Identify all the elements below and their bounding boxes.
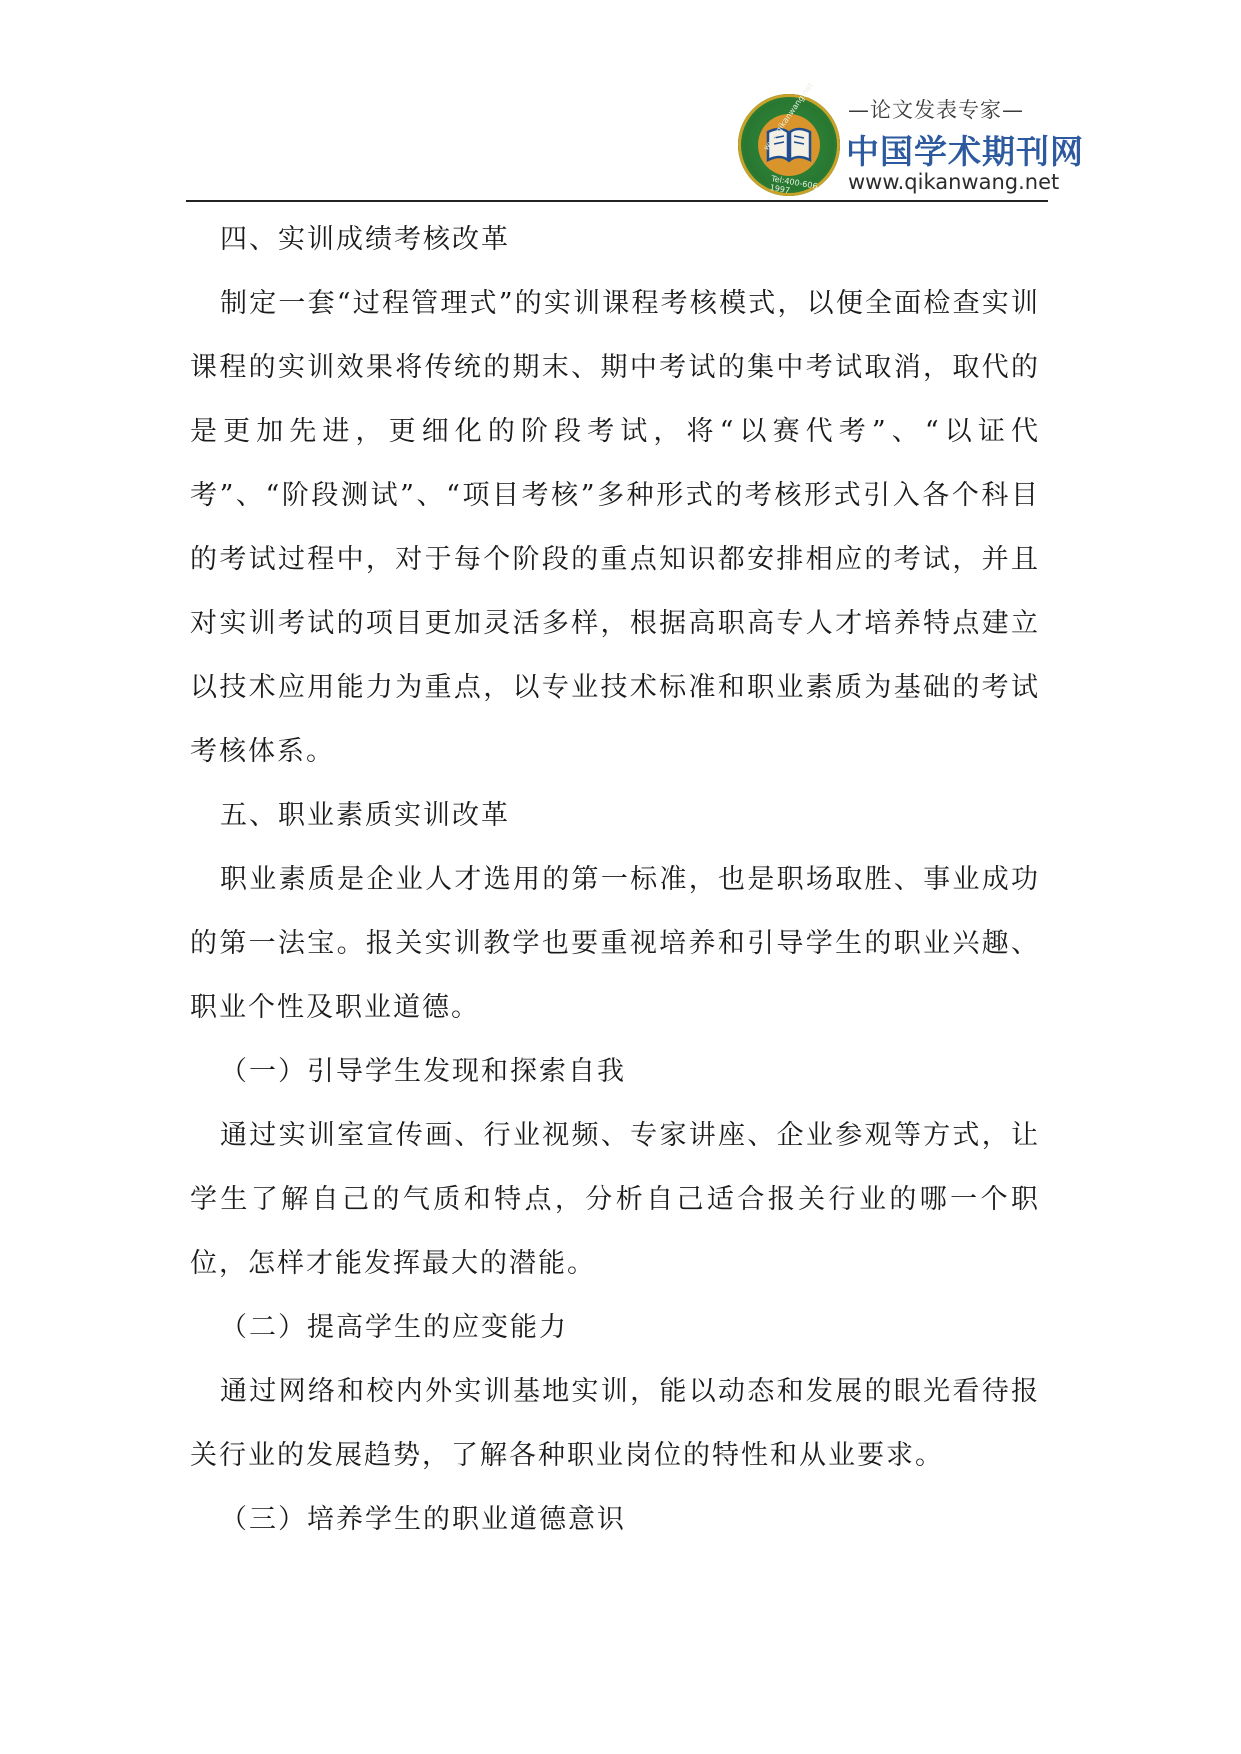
document-body (190, 208, 1040, 1552)
paragraph: 职业素质是企业人才选用的第一标准，也是职场取胜、事业成功的第一法宝。报关实训教学也要重视培养和引导学生的职业兴趣、职业个性及职业道德。 (190, 864, 1040, 1023)
section-heading: 五、职业素质实训改革 (220, 800, 510, 831)
subsection-heading: （二）提高学生的应变能力 (220, 1312, 568, 1343)
section-heading: 四、实训成绩考核改革 (220, 224, 510, 255)
paragraph: 通过实训室宣传画、行业视频、专家讲座、企业参观等方式，让学生了解自己的气质和特点，分析自己适合报关行业的哪一个职位，怎样才能发挥最大的潜能。 (190, 1120, 1040, 1279)
header-brand: 中国学术期刊网 (846, 132, 1084, 171)
seal-ring-text (738, 80, 840, 196)
seal-top-text: www.qikanwang.net (761, 80, 815, 153)
subsection-heading: （三）培养学生的职业道德意识 (220, 1504, 626, 1535)
header-url: www.qikanwang.net (848, 170, 1060, 194)
header-logo (738, 80, 1084, 200)
subsection-heading: （一）引导学生发现和探索自我 (220, 1056, 626, 1087)
paragraph: 通过网络和校内外实训基地实训，能以动态和发展的眼光看待报关行业的发展趋势，了解各种职业岗位的特性和从业要求。 (190, 1376, 1040, 1471)
seal-logo (738, 80, 840, 196)
header-divider (186, 200, 1048, 202)
seal-bottom-text: Tel:400-606-1997 (768, 174, 822, 196)
paragraph: 制定一套“过程管理式”的实训课程考核模式，以便全面检查实训课程的实训效果将传统的期末、期中考试的集中考试取消，取代的是更加先进，更细化的阶段考试，将“以赛代考”、“以证代考”、“阶段测试”、“项目考核”多种形式的考核形式引入各个科目的考试过程中，对于每个阶段的重点知识都安排相应的考试，并且对实训考试的项目更加灵活多样，根据高职高专人才培养特点建立以技术应用能力为重点，以专业技术标准和职业素质为基础的考试考核体系。 (190, 288, 1040, 767)
header-tagline: —论文发表专家— (848, 98, 1024, 122)
